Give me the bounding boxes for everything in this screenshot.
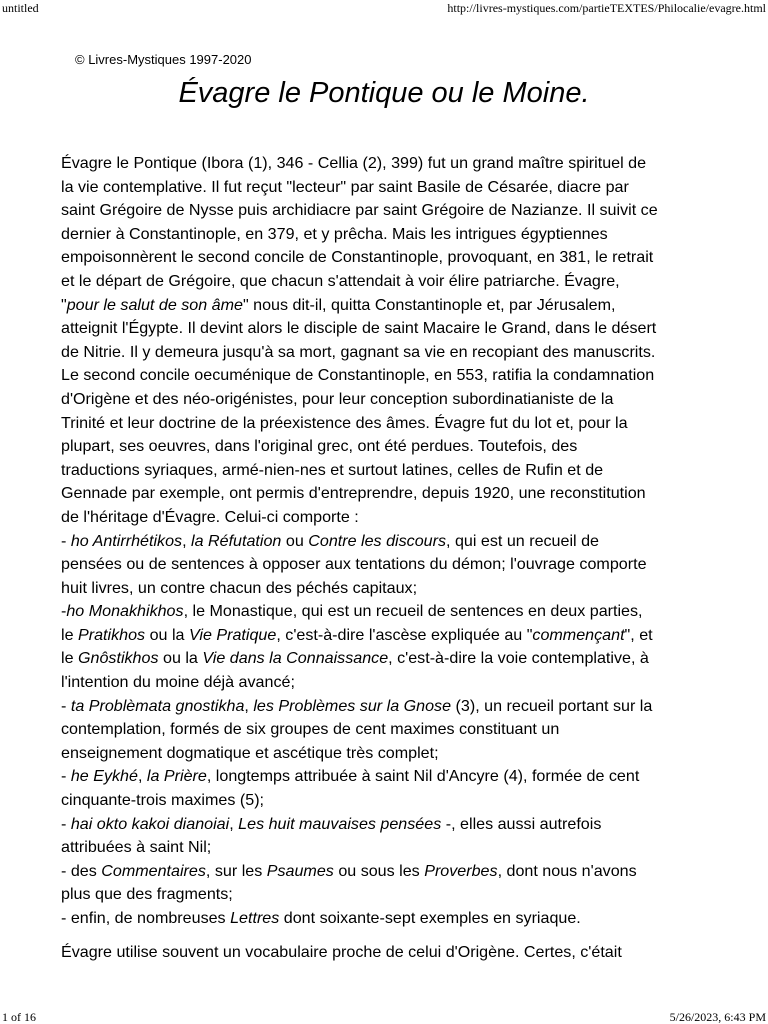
- text-line: Trinité et leur doctrine de la préexistence des âmes. Évagre fut du lot et, pour la: [61, 413, 628, 432]
- text-line: atteignit l'Égypte. Il devint alors le disciple de saint Macaire le Grand, dans le désert: [61, 319, 657, 338]
- text-line: la vie contemplative. Il fut reçut "lecteur" par saint Basile de Césarée, diacre par: [61, 177, 629, 196]
- text-line: Le second concile oecuménique de Constantinople, en 553, ratifia la condamnation: [61, 366, 655, 385]
- list-item-commentaires: - des Commentaires, sur les Psaumes ou sous les Proverbes, dont nous n'avons: [61, 861, 637, 880]
- source-url: http://livres-mystiques.com/partieTEXTES/Philocalie/evagre.html: [447, 1, 766, 15]
- text-line: contemplation, formés de six groupes de cent maximes constituant un: [61, 720, 560, 739]
- text-line: d'Origène et des néo-origénistes, pour leur conception subordinatianiste de la: [61, 389, 614, 408]
- list-item-dianoiai: - hai okto kakoi dianoiai, Les huit mauvaises pensées -, elles aussi autrefois: [61, 814, 602, 833]
- text-line: huit livres, un contre chacun des péchés capitaux;: [61, 578, 418, 597]
- print-timestamp: 5/26/2023, 6:43 PM: [669, 1010, 766, 1024]
- paragraph-2: [61, 941, 721, 965]
- text-line: saint Grégoire de Nysse puis archidiacre par saint Grégoire de Nazianze. Il suivit ce: [61, 201, 658, 220]
- text-line: traductions syriaques, armé-nien-nes et surtout latines, celles de Rufin et de: [61, 460, 604, 479]
- page-title: Évagre le Pontique ou le Moine.: [178, 77, 590, 109]
- document-title-label: untitled: [2, 1, 39, 15]
- text-line: plupart, ses oeuvres, dans l'original grec, ont été perdues. Toutefois, des: [61, 437, 578, 456]
- text-line: Évagre utilise souvent un vocabulaire proche de celui d'Origène. Certes, c'était: [61, 942, 622, 961]
- text-line: cinquante-trois maximes (5);: [61, 791, 265, 810]
- list-item-lettres: - enfin, de nombreuses Lettres dont soixante-sept exemples en syriaque.: [61, 909, 581, 927]
- text-line: "pour le salut de son âme" nous dit-il, quitta Constantinople et, par Jérusalem,: [61, 295, 616, 314]
- text-line: de l'héritage d'Évagre. Celui-ci comporte :: [61, 507, 359, 526]
- copyright-notice: © Livres-Mystiques 1997-2020: [75, 52, 252, 67]
- text-line: enseignement dogmatique et ascétique très complet;: [61, 743, 439, 762]
- list-item-problemata: - ta Problèmata gnostikha, les Problèmes sur la Gnose (3), un recueil portant sur la: [61, 696, 653, 715]
- text-line: le Gnôstikhos ou la Vie dans la Connaissance, c'est-à-dire la voie contemplative, à: [61, 649, 649, 668]
- text-line: l'intention du moine déjà avancé;: [61, 673, 295, 692]
- paragraph-1: [61, 152, 721, 931]
- list-item-monakhikhos: -ho Monakhikhos, le Monastique, qui est un recueil de sentences en deux parties,: [61, 602, 643, 621]
- text-line: attribuées à saint Nil;: [61, 838, 212, 857]
- list-item-eykhe: - he Eykhé, la Prière, longtemps attribuée à saint Nil d'Ancyre (4), formée de cent: [61, 767, 640, 786]
- text-line: Gennade par exemple, ont permis d'entreprendre, depuis 1920, une reconstitution: [61, 484, 646, 503]
- text-line: et le départ de Grégoire, que chacun s'attendait à voir élire patriarche. Évagre,: [61, 271, 620, 290]
- text-line: pensées ou de sentences à opposer aux tentations du démon; l'ouvrage comporte: [61, 555, 647, 574]
- text-line: le Pratikhos ou la Vie Pratique, c'est-à-dire l'ascèse expliquée au "commençant", et: [61, 625, 653, 644]
- text-line: de Nitrie. Il y demeura jusqu'à sa mort, gagnant sa vie en recopiant des manuscrits.: [61, 342, 656, 361]
- page-number: 1 of 16: [2, 1010, 36, 1024]
- article-body: [61, 152, 721, 964]
- text-line: empoisonnèrent le second concile de Constantinople, provoquant, en 381, le retrait: [61, 248, 654, 267]
- list-item-antirrhetikos: - ho Antirrhétikos, la Réfutation ou Contre les discours, qui est un recueil de: [61, 531, 599, 550]
- text-line: Évagre le Pontique (Ibora (1), 346 - Cellia (2), 399) fut un grand maître spirituel de: [61, 154, 647, 172]
- text-line: plus que des fragments;: [61, 885, 233, 904]
- text-line: dernier à Constantinople, en 379, et y prêcha. Mais les intrigues égyptiennes: [61, 224, 608, 243]
